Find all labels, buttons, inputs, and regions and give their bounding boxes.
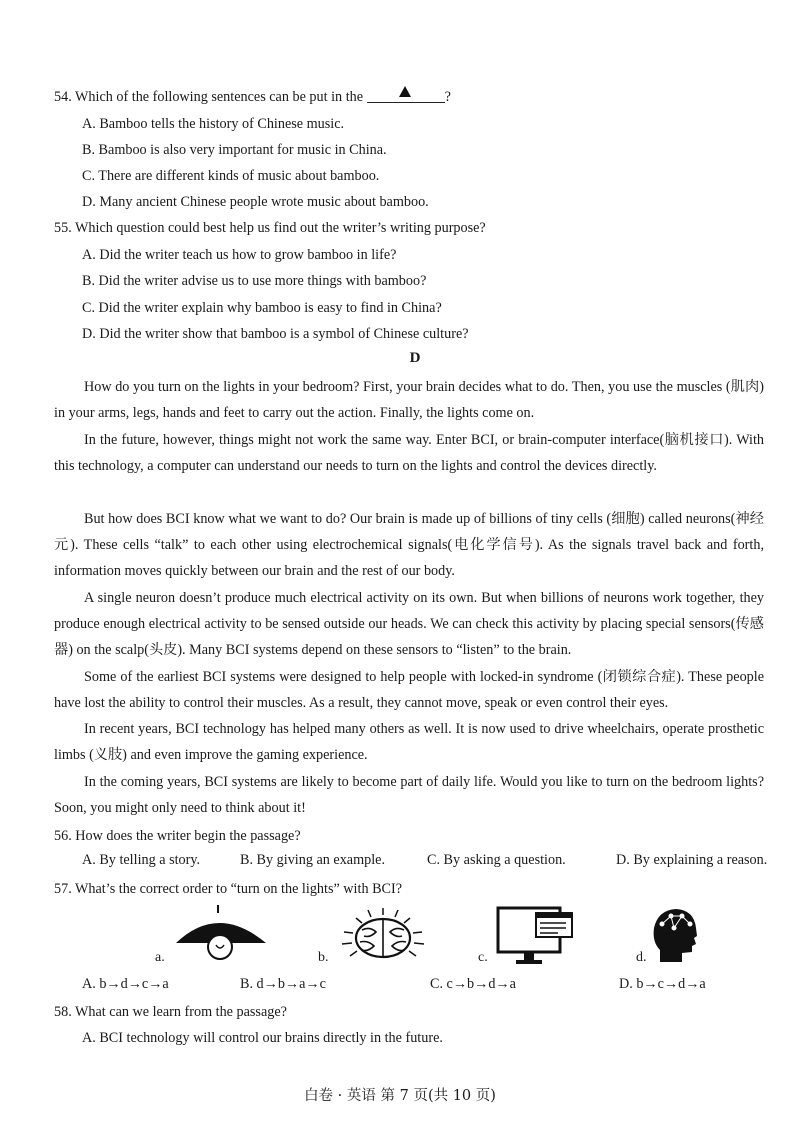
section-title: D — [409, 350, 421, 366]
question-56-option-d: D. By explaining a reason. — [616, 852, 768, 868]
question-54-stem — [54, 88, 451, 106]
question-55-option-b: B. Did the writer advise us to use more things with bamboo? — [82, 273, 427, 289]
passage-paragraph-2: In the future, however, things might not work the same way. Enter BCI, or brain-computer interface(脑机接口). With this technology, a computer can understand our needs to turn on the lights and control the devices directly. — [54, 432, 764, 475]
head-with-sensors-icon — [650, 906, 700, 968]
question-55-option-c: C. Did the writer explain why bamboo is easy to find in China? — [82, 300, 442, 316]
question-54-stem-end: ? — [444, 89, 451, 105]
figure-label-c: c. — [478, 950, 488, 965]
question-57-stem: 57. What’s the correct order to “turn on the lights” with BCI? — [54, 881, 403, 897]
question-54-option-d: D. Many ancient Chinese people wrote music about bamboo. — [82, 194, 429, 210]
question-57-option-b: B. d→b→a→c — [240, 976, 326, 992]
question-56-option-c: C. By asking a question. — [427, 852, 566, 868]
passage-paragraph-3: But how does BCI know what we want to do? Our brain is made up of billions of tiny cells (细胞) called neurons(神经元). These cells “talk” to each other using electrochemical signals(电化学信号). As the signals travel back and forth, information moves quickly between our brain and the rest of our body. — [54, 511, 764, 580]
passage-paragraph-6: In recent years, BCI technology has helped many others as well. It is now used to drive wheelchairs, operate prosthetic limbs (义肢) and even improve the gaming experience. — [54, 721, 764, 764]
question-57-option-c: C. c→b→d→a — [430, 976, 516, 992]
question-57-option-d: D. b→c→d→a — [619, 976, 706, 992]
question-56-options — [82, 852, 782, 870]
passage-paragraph-7: In the coming years, BCI systems are likely to become part of daily life. Would you like to turn on the bedroom lights? Soon, you might only need to think about it! — [54, 774, 764, 817]
figure-label-a: a. — [155, 950, 165, 965]
question-55-option-a: A. Did the writer teach us how to grow bamboo in life? — [82, 247, 397, 263]
question-58-option-a: A. BCI technology will control our brains directly in the future. — [82, 1030, 443, 1046]
question-57-options — [82, 976, 782, 994]
page-footer: 白卷 · 英语 第 7 页(共 10 页) — [304, 1088, 496, 1104]
passage-paragraph-4: A single neuron doesn’t produce much electrical activity on its own. But when billions of neurons work together, they produce enough electrical activity to be sensed outside our heads. We can check this activity by placing special sensors(传感器) on the scalp(头皮). Many BCI systems depend on these sensors to “listen” to the brain. — [54, 590, 764, 659]
question-54-option-c: C. There are different kinds of music about bamboo. — [82, 168, 380, 184]
question-56-option-a: A. By telling a story. — [82, 852, 201, 868]
question-54-stem-text: 54. Which of the following sentences can be put in the — [54, 89, 364, 105]
question-55-stem: 55. Which question could best help us find out the writer’s writing purpose? — [54, 220, 486, 236]
question-56-stem: 56. How does the writer begin the passage? — [54, 828, 301, 844]
passage-paragraph-1: How do you turn on the lights in your bedroom? First, your brain decides what to do. Then, you use the muscles (肌肉) in your arms, legs, hands and feet to carry out the action. Finally, the lights come on. — [54, 379, 764, 422]
lamp-icon — [172, 905, 272, 965]
question-58-stem: 58. What can we learn from the passage? — [54, 1004, 287, 1020]
question-54-option-a: A. Bamboo tells the history of Chinese music. — [82, 116, 345, 132]
figure-label-d: d. — [636, 950, 647, 965]
question-54-option-b: B. Bamboo is also very important for music in China. — [82, 142, 387, 158]
triangle-marker-icon — [399, 86, 411, 97]
computer-monitor-icon — [496, 905, 576, 967]
question-56-option-b: B. By giving an example. — [240, 852, 386, 868]
brain-icon — [338, 906, 428, 968]
question-57-option-a: A. b→d→c→a — [82, 976, 169, 992]
question-55-option-d: D. Did the writer show that bamboo is a symbol of Chinese culture? — [82, 326, 469, 342]
passage-paragraph-5: Some of the earliest BCI systems were designed to help people with locked-in syndrome (闭锁综合症). These people have lost the ability to control their muscles. As a result, they cannot move, speak or even control their eyes. — [54, 669, 764, 712]
figure-label-b: b. — [318, 950, 329, 965]
answer-blank — [367, 88, 445, 103]
